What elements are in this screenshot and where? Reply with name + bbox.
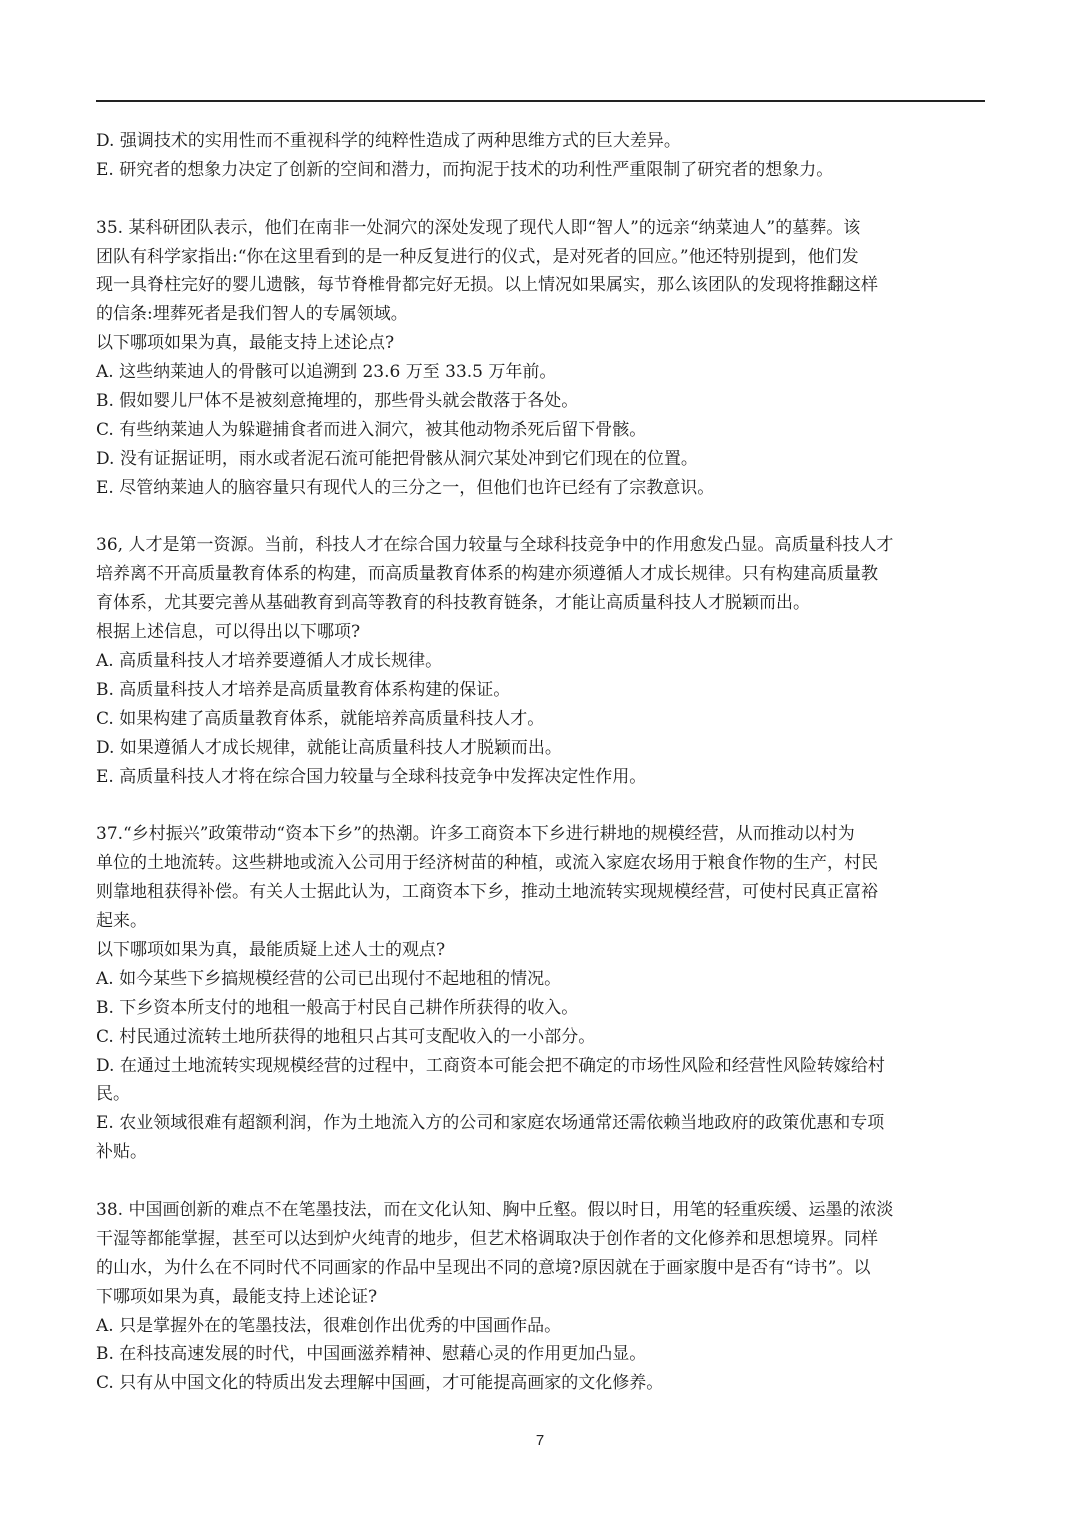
question-stem-line: 育体系，尤其要完善从基础教育到高等教育的科技教育链条，才能让高质量科技人才脱颖而出。: [96, 593, 810, 614]
option-e: E. 农业领域很难有超额利润，作为土地流入方的公司和家庭农场通常还需依赖当地政府的政策优惠和专项: [96, 1113, 885, 1134]
question-37: [96, 820, 985, 1167]
option-a: A. 只是掌握外在的笔墨技法，很难创作出优秀的中国画作品。: [96, 1315, 562, 1336]
option-b: B. 下乡资本所支付的地租一般高于村民自己耕作所获得的收入。: [96, 997, 579, 1018]
question-stem-line: 38. 中国画创新的难点不在笔墨技法，而在文化认知、胸中丘壑。假以时日，用笔的轻重疾缓、运墨的浓淡: [96, 1199, 894, 1220]
option-d: D. 没有证据证明，雨水或者泥石流可能把骨骸从洞穴某处冲到它们现在的位置。: [96, 448, 698, 469]
spacer: [96, 503, 985, 532]
option-e: E. 高质量科技人才将在综合国力较量与全球科技竞争中发挥决定性作用。: [96, 766, 647, 787]
option-d: D. 在通过土地流转实现规模经营的过程中，工商资本可能会把不确定的市场性风险和经营性风险转嫁给村: [96, 1055, 885, 1076]
question-36: [96, 531, 985, 791]
option-b: B. 在科技高速发展的时代，中国画滋养精神、慰藉心灵的作用更加凸显。: [96, 1344, 647, 1365]
spacer: [96, 1167, 985, 1196]
question-stem-line: 的信条:埋葬死者是我们智人的专属领域。: [96, 304, 408, 325]
option-line: E. 研究者的想象力决定了创新的空间和潜力，而拘泥于技术的功利性严重限制了研究者的想象力。: [96, 159, 834, 180]
question-stem-line: 干湿等都能掌握，甚至可以达到炉火纯青的地步，但艺术格调取决于创作者的文化修养和思想境界。同样: [96, 1228, 878, 1249]
question-stem-line: 培养离不开高质量教育体系的构建，而高质量教育体系的构建亦须遵循人才成长规律。只有构建高质量教: [96, 564, 878, 585]
option-a: A. 高质量科技人才培养要遵循人才成长规律。: [96, 651, 443, 672]
question-stem-line: 下哪项如果为真，最能支持上述论证?: [96, 1286, 378, 1307]
option-a: A. 如今某些下乡搞规模经营的公司已出现付不起地租的情况。: [96, 968, 562, 989]
spacer: [96, 185, 985, 214]
question-stem-line: 起来。: [96, 911, 147, 932]
option-e: E. 尽管纳莱迪人的脑容量只有现代人的三分之一，但他们也许已经有了宗教意识。: [96, 477, 715, 498]
question-stem-line: 团队有科学家指出:“你在这里看到的是一种反复进行的仪式，是对死者的回应。”他还特别提到，他们发: [96, 246, 859, 267]
option-b: B. 高质量科技人才培养是高质量教育体系构建的保证。: [96, 679, 511, 700]
option-b: B. 假如婴儿尸体不是被刻意掩埋的，那些骨头就会散落于各处。: [96, 391, 579, 412]
question-stem-line: 37.“乡村振兴”政策带动“资本下乡”的热潮。许多工商资本下乡进行耕地的规模经营，从而推动以村为: [96, 824, 855, 845]
question-prompt: 根据上述信息，可以得出以下哪项?: [96, 622, 361, 643]
question-38: [96, 1196, 985, 1398]
page-number: 7: [535, 1432, 545, 1449]
option-d: D. 如果遵循人才成长规律，就能让高质量科技人才脱颖而出。: [96, 737, 562, 758]
question-prompt: 以下哪项如果为真，最能质疑上述人士的观点?: [96, 939, 446, 960]
question-stem-line: 36, 人才是第一资源。当前，科技人才在综合国力较量与全球科技竞争中的作用愈发凸显。高质量科技人才: [96, 535, 894, 556]
option-c: C. 村民通过流转土地所获得的地租只占其可支配收入的一小部分。: [96, 1026, 596, 1047]
option-c: C. 只有从中国文化的特质出发去理解中国画，才可能提高画家的文化修养。: [96, 1373, 664, 1394]
question-stem-line: 35. 某科研团队表示，他们在南非一处洞穴的深处发现了现代人即“智人”的远亲“纳菜迪人”的墓葬。该: [96, 217, 861, 238]
question-stem-line: 现一具脊柱完好的婴儿遗骸，每节脊椎骨都完好无损。以上情况如果属实，那么该团队的发现将推翻这样: [96, 275, 878, 296]
page-content: [96, 127, 985, 1398]
question-35: [96, 214, 985, 503]
question-prompt: 以下哪项如果为真，最能支持上述论点?: [96, 333, 395, 354]
question-stem-line: 的山水，为什么在不同时代不同画家的作品中呈现出不同的意境?原因就在于画家腹中是否有“诗书”。以: [96, 1257, 871, 1278]
option-line: D. 强调技术的实用性而不重视科学的纯粹性造成了两种思维方式的巨大差异。: [96, 131, 681, 151]
option-d-continued: 民。: [96, 1084, 130, 1105]
question-stem-line: 单位的土地流转。这些耕地或流入公司用于经济树苗的种植，或流入家庭农场用于粮食作物的生产，村民: [96, 853, 878, 874]
option-c: C. 如果构建了高质量教育体系，就能培养高质量科技人才。: [96, 708, 545, 729]
question-stem-line: 则靠地租获得补偿。有关人士据此认为，工商资本下乡，推动土地流转实现规模经营，可使村民真正富裕: [96, 882, 878, 903]
option-a: A. 这些纳莱迪人的骨骸可以追溯到 23.6 万至 33.5 万年前。: [96, 362, 557, 383]
spacer: [96, 791, 985, 820]
header-rule: [96, 100, 985, 102]
option-e-continued: 补贴。: [96, 1142, 147, 1163]
option-c: C. 有些纳莱迪人为躲避捕食者而进入洞穴，被其他动物杀死后留下骨骸。: [96, 419, 647, 440]
